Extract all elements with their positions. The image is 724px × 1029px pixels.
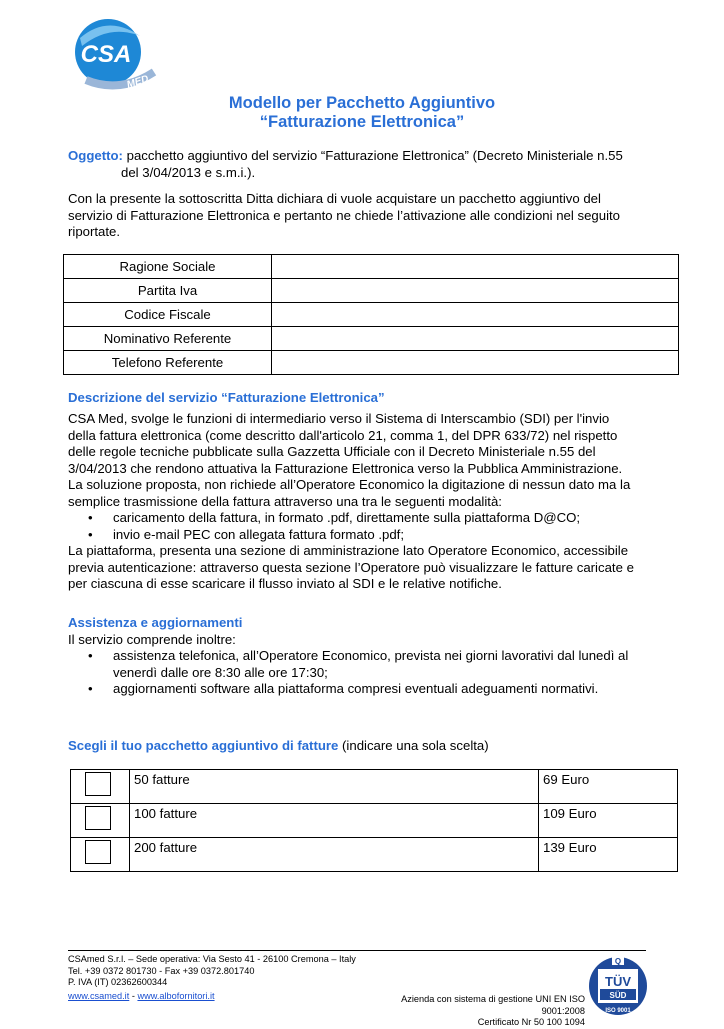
info-label: Partita Iva [64,279,272,303]
albofornitori-link[interactable]: www.albofornitori.it [137,990,215,1001]
modalita-list [68,510,698,543]
text-line: previa autenticazione: attraverso questa sezione l’Operatore può visualizzare le fatture caricate e [68,559,634,575]
intro-paragraph [68,191,688,241]
footer-line: P. IVA (IT) 02362600344 [68,977,168,987]
intro-line: Con la presente la sottoscritta Ditta dichiara di vuole acquistare un pacchetto aggiuntivo del [68,191,601,206]
badge-sub: SÜD [609,991,627,1000]
oggetto-line1: pacchetto aggiuntivo del servizio “Fatturazione Elettronica” (Decreto Ministeriale n.55 [126,148,623,163]
descrizione-heading: Descrizione del servizio “Fatturazione Elettronica” [68,390,385,405]
oggetto-label: Oggetto: [68,148,123,163]
checkbox-cell [71,770,130,804]
text-line: per ciascuna di esse scaricare il flusso inviato al SDI e le relative notifiche. [68,576,502,591]
package-label: 200 fatture [130,838,539,872]
intro-line: riportate. [68,224,121,239]
package-checkbox[interactable] [85,806,111,830]
list-item-line: venerdì dalle ore 8:30 alle ore 17:30; [113,664,328,680]
list-item [68,648,698,681]
tuv-sud-badge [589,955,647,1017]
assistenza-intro: Il servizio comprende inoltre: [68,631,236,647]
info-label: Codice Fiscale [64,303,272,327]
oggetto-line2: del 3/04/2013 e s.m.i.). [121,164,256,180]
list-item: • caricamento della fattura, in formato .pdf, direttamente sulla piattaforma D@CO; [68,510,698,527]
footer-address [68,954,356,1002]
scelta-note: (indicare una sola scelta) [338,738,489,753]
text-line: La soluzione proposta, non richiede all’Operatore Economico la digitazione di nessun dato ma la [68,477,631,492]
company-info-table [63,254,679,375]
info-value-field[interactable] [272,303,679,327]
checkbox-cell [71,838,130,872]
badge-iso: ISO 9001 [605,1008,631,1014]
table-row [64,327,679,351]
footer-line: Tel. +39 0372 801730 - Fax +39 0372.801740 [68,965,255,976]
table-row [64,351,679,375]
footer-divider [68,950,646,951]
info-label: Nominativo Referente [64,327,272,351]
info-value-field[interactable] [272,351,679,375]
package-price: 139 Euro [539,838,678,872]
logo-text: CSA [80,41,132,68]
table-row [64,303,679,327]
checkbox-cell [71,804,130,838]
package-checkbox[interactable] [85,772,111,796]
info-value-field[interactable] [272,327,679,351]
package-label: 50 fatture [130,770,539,804]
footer-links [68,991,356,1003]
csa-med-logo [70,18,158,92]
text-line: 3/04/2013 che rendono attuativa la Fatturazione Elettronica verso la Pubblica Amministrazione. [68,460,623,476]
info-label: Ragione Sociale [64,255,272,279]
text-line: della fattura elettronica (come descritto dall'articolo 21, comma 1, del DPR 633/72) nel rispetto [68,427,618,443]
table-row [64,279,679,303]
cert-line: Certificato Nr 50 100 1094 [477,1017,585,1027]
package-checkbox[interactable] [85,840,111,864]
table-row [71,838,678,872]
info-label: Telefono Referente [64,351,272,375]
assistenza-list [68,648,698,698]
package-price: 109 Euro [539,804,678,838]
text-line: delle regole tecniche pubblicate sulla Gazzetta Ufficiale con il Decreto Ministeriale n.55 del [68,444,596,459]
intro-line: servizio di Fatturazione Elettronica e pertanto ne chiede l’attivazione alle condizioni nel seguito [68,207,621,223]
footer-line: CSAmed S.r.l. – Sede operativa: Via Sesto 41 - 26100 Cremona – Italy [68,954,356,964]
descrizione-body [68,411,698,593]
oggetto-block [68,148,688,181]
badge-q-label: Q [614,957,622,966]
scelta-heading: Scegli il tuo pacchetto aggiuntivo di fatture [68,738,339,753]
csamed-link[interactable]: www.csamed.it [68,990,130,1001]
text-line: semplice trasmissione della fattura attraverso una tra le seguenti modalità: [68,493,502,509]
certification-text [360,994,585,1029]
assistenza-section [68,615,698,698]
scelta-heading-row [68,738,489,755]
assistenza-heading: Assistenza e aggiornamenti [68,615,243,630]
package-choice-table [70,769,678,872]
package-label: 100 fatture [130,804,539,838]
document-title-line2: “Fatturazione Elettronica” [259,113,465,131]
list-item: • aggiornamenti software alla piattaforma compresi eventuali adeguamenti normativi. [68,681,698,698]
table-row [71,770,678,804]
link-separator: - [129,990,138,1001]
list-item: • invio e-mail PEC con allegata fattura formato .pdf; [68,527,698,544]
table-row [71,804,678,838]
document-title-line1: Modello per Pacchetto Aggiuntivo [228,94,496,112]
table-row [64,255,679,279]
list-item-line: • assistenza telefonica, all’Operatore Economico, prevista nei giorni lavorativi dal lunedì al [113,648,629,663]
text-line: La piattaforma, presenta una sezione di amministrazione lato Operatore Economico, accessibile [68,543,629,558]
package-price: 69 Euro [539,770,678,804]
text-line: CSA Med, svolge le funzioni di intermediario verso il Sistema di Interscambio (SDI) per l'invio [68,411,610,426]
info-value-field[interactable] [272,279,679,303]
cert-line: Azienda con sistema di gestione UNI EN ISO 9001:2008 [401,994,585,1016]
badge-brand: TÜV [605,974,631,989]
info-value-field[interactable] [272,255,679,279]
logo-subtext: MED [125,73,151,91]
